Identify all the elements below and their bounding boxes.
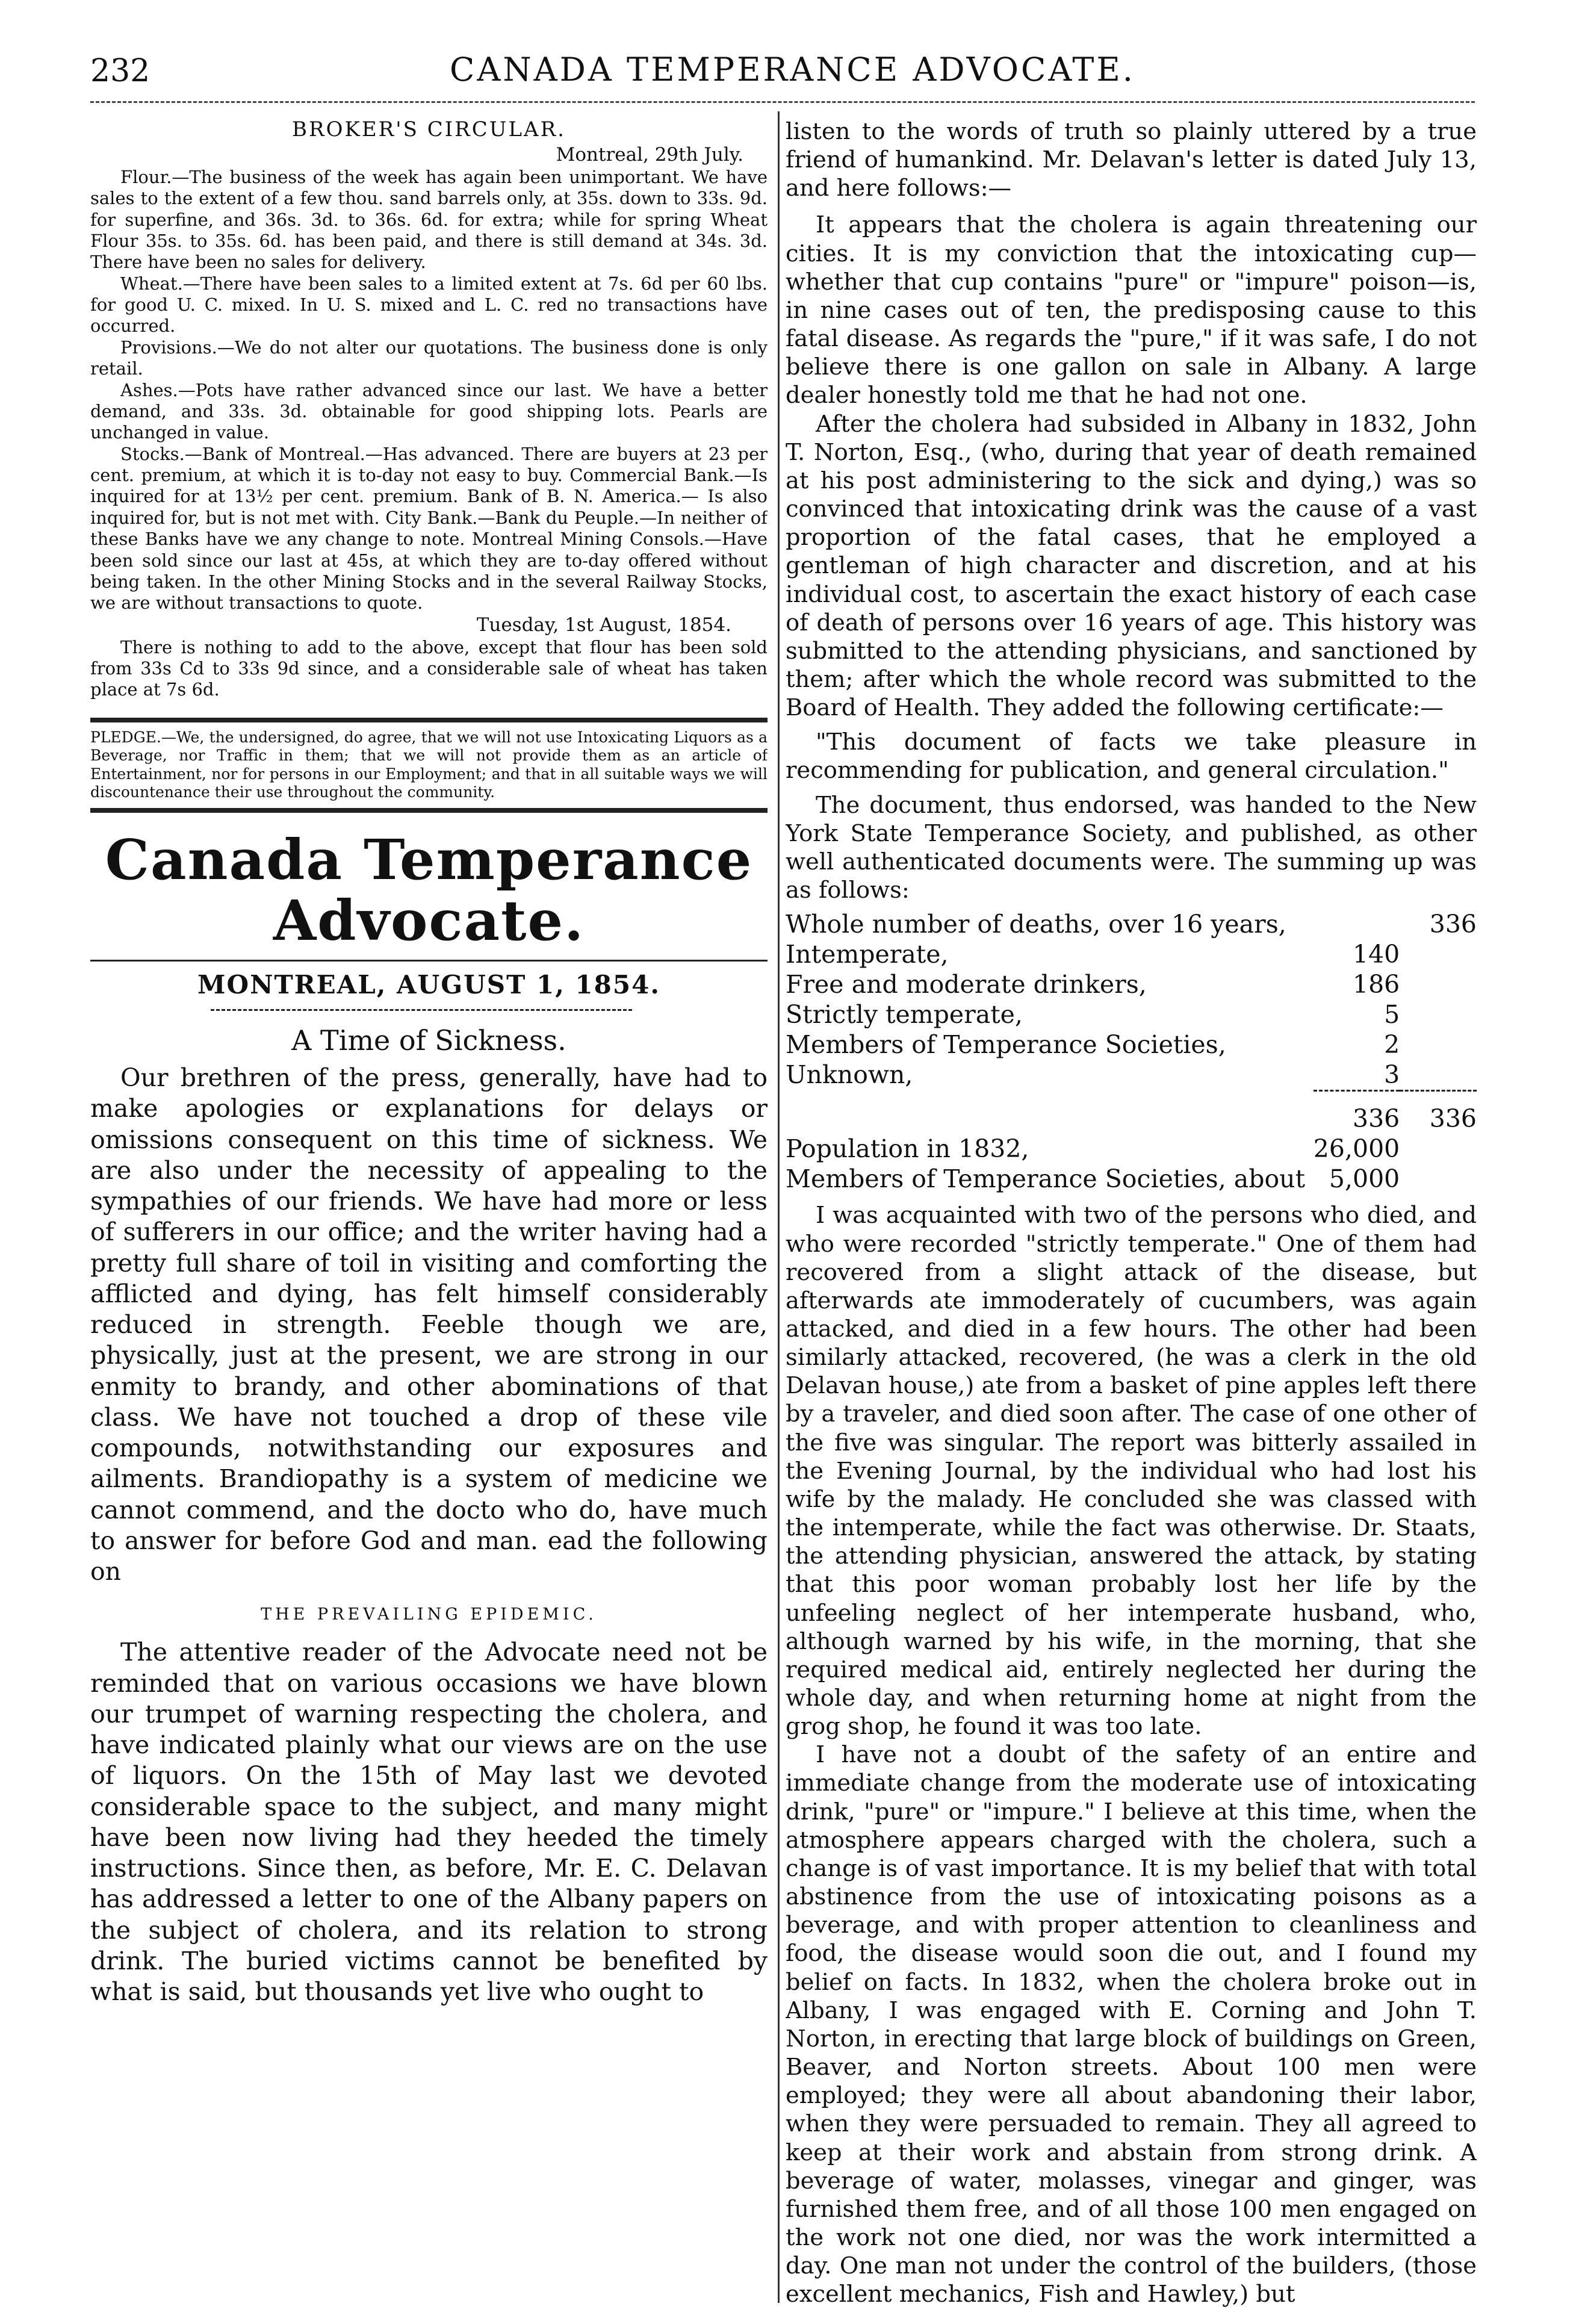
brokers-para: Ashes.—Pots have rather advanced since our last. We have a better demand, and 33s. 3d. obtainable for good shipping lots. Pearls are unchanged in value.: [90, 379, 768, 443]
table-row: [786, 1164, 1477, 1194]
row-total: [1400, 939, 1477, 969]
certificate-quote: "This document of facts we take pleasure in recommending for publication, and general circulation.": [786, 729, 1477, 785]
dateline-rule: [211, 1009, 632, 1011]
running-title: CANADA TEMPERANCE ADVOCATE.: [450, 51, 1135, 89]
row-value: 5,000: [1329, 1164, 1400, 1194]
left-column: [90, 117, 768, 2007]
masthead: Canada Temperance Advocate.: [105, 827, 753, 953]
table-row: [786, 1060, 1477, 1091]
letter-para: It appears that the cholera is again threatening our cities. It is my conviction that the intoxicating cup—whether that cup contains "pure" or "impure" poison—is, in nine cases out of ten, the predisposing cause to this fatal disease. As regards the "pure," if it was safe, I do not believe there is one gallon on sale in Albany. A large dealer honestly told me that he had not one.: [786, 211, 1477, 409]
table-row: [786, 1030, 1477, 1060]
brokers-circular: [90, 117, 768, 701]
row-total: 336: [1429, 910, 1477, 939]
row-label: Members of Temperance Societies,: [786, 1030, 1226, 1060]
pledge-text: PLEDGE.—We, the undersigned, do agree, that we will not use Intoxicating Liquors as a Beverage, nor Traffic in them; that we will not provide them as an article of Entertainment, nor for persons in our Employment; and that in all suitable ways we will discountenance their use throughout the community.: [90, 728, 768, 801]
table-row: [786, 1134, 1477, 1164]
row-total: [1400, 999, 1477, 1030]
row-value: 5: [1384, 1000, 1400, 1030]
brokers-para: Wheat.—There have been sales to a limited extent at 7s. 6d per 60 lbs. for good U. C. mixed. In U. S. mixed and L. C. red no transactions have occurred.: [90, 273, 768, 337]
deaths-table: [786, 909, 1477, 1194]
row-value: [1314, 909, 1400, 939]
brokers-para: Stocks.—Bank of Montreal.—Has advanced. There are buyers at 23 per cent. premium, at which it is to-day not easy to buy. Commercial Bank.—Is inquired for at 13½ per cent. premium. Bank of B. N. America.— Is also inquired for, but is not met with. City Bank.—Bank du Peuple.—In neither of these Banks have we any change to note. Montreal Mining Consols.—Have been sold since our last at 45s, at which they are to-day offered without being taken. In the other Mining Stocks and in the several Railway Stocks, we are without transactions to quote.: [90, 443, 768, 614]
brokers-para-last: There is nothing to add to the above, except that flour has been sold from 33s Cd to 33s 9d since, and a considerable sale of wheat has taken place at 7s 6d.: [90, 636, 768, 700]
body-para: I have not a doubt of the safety of an entire and immediate change from the moderate use of intoxicating drink, "pure" or "impure." I believe at this time, when the atmosphere appears charged with the cholera, such a change is of vast importance. It is my belief that with total abstinence from the use of intoxicating poisons as a beverage, and with proper attention to cleanliness and food, the disease would soon die out, and I found my belief on facts. In 1832, when the cholera broke out in Albany, I was engaged with E. Corning and John T. Norton, in erecting that large block of buildings on Green, Beaver, and Norton streets. About 100 men were employed; they were all about abandoning their labor, when they were persuaded to remain. They all agreed to keep at their work and abstain from strong drink. A beverage of water, molasses, vinegar and ginger, was furnished them free, and of all those 100 men engaged on the work not one died, nor was the work intermitted a day. One man not under the control of the builders, (those excellent mechanics, Fish and Hawley,) but: [786, 1741, 1477, 2308]
row-value: 186: [1352, 970, 1400, 999]
letter-para: The document, thus endorsed, was handed to the New York State Temperance Society, and published, as other well authenticated documents were. The summing up was as follows:: [786, 791, 1477, 904]
row-total: [1400, 969, 1477, 999]
article-para: Our brethren of the press, generally, have had to make apologies or explanations for delays or omissions consequent on this time of sickness. We are also under the necessity of appealing to the sympathies of our friends. We have had more or less of sufferers in our office; and the writer having had a pretty full share of toil in visiting and comforting the afflicted and dying, has felt himself considerably reduced in strength. Feeble though we are, physically, just at the present, we are strong in our enmity to brandy, and other abominations of that class. We have not touched a drop of these vile compounds, notwithstanding our exposures and ailments. Brandiopathy is a system of medicine we cannot commend, and the docto who do, have much to answer for before God and man. ead the following on: [90, 1063, 768, 1586]
right-column: [786, 117, 1477, 2308]
row-value: 2: [1384, 1030, 1400, 1060]
table-row: [786, 909, 1477, 939]
column-rule: [778, 111, 780, 2303]
section-rule: [90, 718, 768, 722]
row-total: [1400, 1030, 1477, 1060]
subheading: THE PREVAILING EPIDEMIC.: [261, 1605, 597, 1624]
epidemic-para: The attentive reader of the Advocate need not be reminded that on various occasions we have blown our trumpet of warning respecting the cholera, and have indicated plainly what our views are on the use of liquors. On the 15th of May last we devoted considerable space to the subject, and many might have been now living had they heeded the timely instructions. Since then, as before, Mr. E. C. Delavan has addressed a letter to one of the Albany papers on the subject of cholera, and its relation to strong drink. The buried victims cannot be benefited by what is said, but thousands yet live who ought to: [90, 1638, 768, 2006]
row-label: Strictly temperate,: [786, 1000, 1023, 1030]
letter-para: After the cholera had subsided in Albany in 1832, John T. Norton, Esq., (who, during that year of death remained at his post administering to the sick and dying,) was so convinced that intoxicating drink was the cause of a vast proportion of the fatal cases, that he employed a gentleman of high character and discretion, and at his individual cost, to ascertain the exact history of each case of death of persons over 16 years of age. This history was submitted to the attending physicians, and sanctioned by them; after which the whole record was submitted to the Board of Health. They added the following certificate:—: [786, 410, 1477, 722]
row-value: 3: [1384, 1060, 1400, 1090]
table-row: [786, 969, 1477, 999]
brokers-dateline: Montreal, 29th July.: [556, 144, 743, 166]
brokers-para: Flour.—The business of the week has again been unimportant. We have sales to the extent of a few thou. sand barrels only, at 35s. down to 33s. 9d. for superfine, and 36s. 3d. to 36s. 6d. for extra; while for spring Wheat Flour 35s. to 35s. 6d. has been paid, and there is still demand at 34s. 3d. There have been no sales for delivery.: [90, 166, 768, 273]
issue-dateline: MONTREAL, AUGUST 1, 1854.: [197, 970, 660, 999]
totals-row: [786, 1091, 1477, 1134]
brokers-dateline-2: Tuesday, 1st August, 1854.: [476, 614, 731, 636]
row-label: Free and moderate drinkers,: [786, 970, 1147, 999]
row-label: Members of Temperance Societies, about: [786, 1164, 1306, 1194]
row-value: 26,000: [1313, 1134, 1400, 1164]
masthead-rule: [90, 960, 768, 962]
top-rule: [90, 101, 1475, 103]
page-number: 232: [90, 53, 150, 89]
row-label: Population in 1832,: [786, 1134, 1029, 1164]
total-value: 336: [1314, 1091, 1400, 1134]
row-value: 140: [1352, 940, 1400, 969]
section-rule: [90, 808, 768, 813]
table-row: [786, 999, 1477, 1030]
total-value: 336: [1400, 1091, 1477, 1134]
row-label: Intemperate,: [786, 940, 949, 969]
table-row: [786, 939, 1477, 969]
body-para: listen to the words of truth so plainly uttered by a true friend of humankind. Mr. Delavan's letter is dated July 13, and here follows:—: [786, 118, 1477, 202]
body-para: I was acquainted with two of the persons who died, and who were recorded "strictly temperate." One of them had recovered from a slight attack of the disease, but afterwards ate immoderately of cucumbers, was again attacked, and died in a few hours. The other had been similarly attacked, recovered, (he was a clerk in the old Delavan house,) ate from a basket of pine apples left there by a traveler, and died soon after. The case of one other of the five was singular. The report was bitterly assailed in the Evening Journal, by the individual who had lost his wife by the malady. He concluded she was classed with the intemperate, while the fact was otherwise. Dr. Staats, the attending physician, answered the attack, by stating that this poor woman probably lost her life by the unfeeling neglect of her intemperate husband, who, although warned by his wife, in the morning, that she required medical aid, entirely neglected her during the whole day, and when returning home at night from the grog shop, he found it was too late.: [786, 1202, 1477, 1741]
brokers-para: Provisions.—We do not alter our quotations. The business done is only retail.: [90, 337, 768, 379]
row-label: Unknown,: [786, 1060, 913, 1090]
row-total: [1400, 1060, 1477, 1091]
brokers-title: BROKER'S CIRCULAR.: [292, 117, 566, 141]
row-label: Whole number of deaths, over 16 years,: [786, 910, 1286, 939]
article-title: A Time of Sickness.: [291, 1024, 566, 1057]
